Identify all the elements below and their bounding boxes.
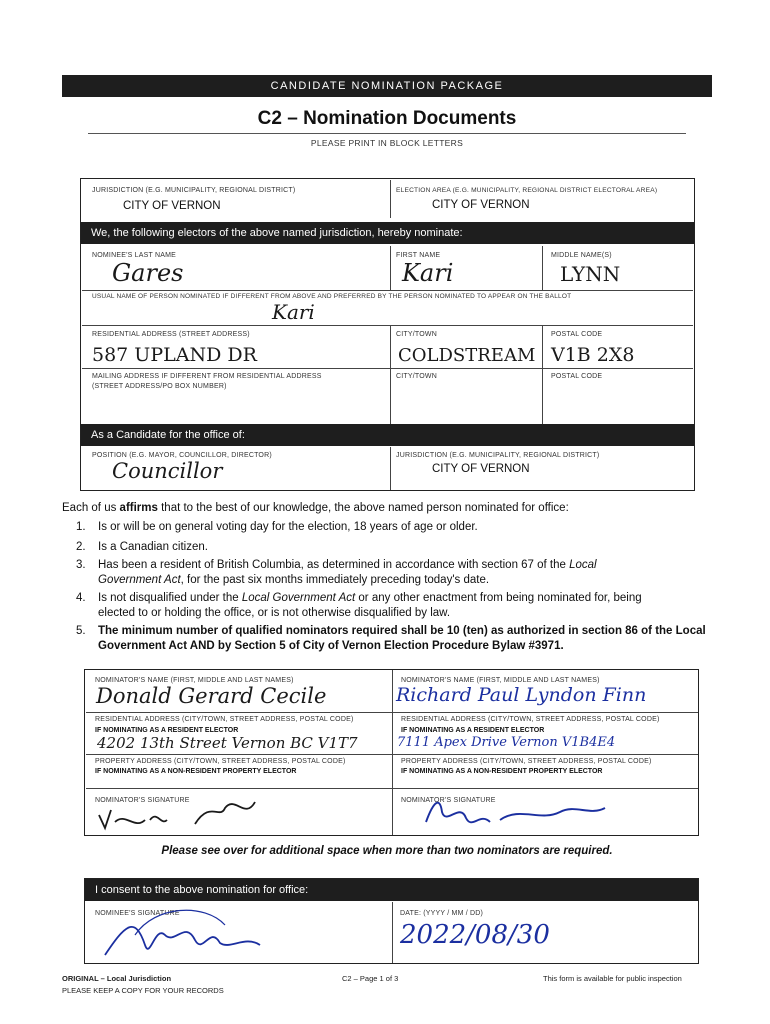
item-number: 3. — [76, 559, 86, 571]
affirmation-item — [76, 591, 716, 621]
affirmation-intro-bold: affirms — [119, 502, 158, 514]
row-rule — [82, 368, 693, 369]
middle-name-field[interactable]: LYNN — [560, 262, 621, 286]
item-text: Is or will be on general voting day for the election, 18 years of age or older. — [98, 521, 478, 533]
election-area-label: ELECTION AREA (E.G. MUNICIPALITY, REGIONAL DISTRICT ELECTORAL AREA) — [396, 187, 658, 194]
item-text: The minimum number of qualified nominators required shall be 10 (ten) as authorized in section 86 of the Local — [98, 625, 706, 637]
nominator-prop-label: PROPERTY ADDRESS (CITY/TOWN, STREET ADDRESS, POSTAL CODE) — [401, 758, 652, 765]
package-label: CANDIDATE NOMINATION PACKAGE — [270, 80, 504, 92]
additional-nominators-note: Please see over for additional space when more than two nominators are required. — [161, 845, 613, 857]
nominator-sig-label: NOMINATOR'S SIGNATURE — [401, 797, 496, 804]
affirmation-intro-pre: Each of us — [62, 502, 120, 514]
city-label: CITY/TOWN — [396, 331, 437, 338]
item-text-italic: Local Government Act — [241, 592, 356, 604]
item-text-italic: Government Act — [98, 574, 181, 586]
nominator-prop-qualifier: IF NOMINATING AS A NON-RESIDENT PROPERTY ELECTOR — [95, 768, 297, 775]
item-text-italic: Local — [569, 559, 597, 571]
row-rule — [393, 712, 698, 713]
usual-name-field[interactable]: Kari — [272, 300, 315, 324]
divider — [542, 246, 543, 290]
mailing-postal-label: POSTAL CODE — [551, 373, 603, 380]
row-rule — [82, 290, 693, 291]
row-rule — [86, 712, 392, 713]
jurisdiction-field[interactable]: CITY OF VERNON — [123, 200, 221, 212]
affirmation-item — [76, 558, 716, 588]
footer-page-number: C2 – Page 1 of 3 — [342, 974, 399, 983]
affirmation-intro — [62, 501, 712, 516]
divider — [392, 670, 393, 835]
nominator-res-label: RESIDENTIAL ADDRESS (CITY/TOWN, STREET ADDRESS, POSTAL CODE) — [401, 716, 660, 723]
footer-original: ORIGINAL – Local Jurisdiction — [62, 974, 172, 983]
nominator-res-field[interactable]: 4202 13th Street Vernon BC V1T7 — [97, 734, 358, 752]
nominee-signature[interactable] — [95, 905, 295, 965]
item-text: Is not disqualified under the — [98, 592, 242, 604]
last-name-field[interactable]: Gares — [112, 259, 184, 287]
nominator-res-qualifier: IF NOMINATING AS A RESIDENT ELECTOR — [401, 727, 545, 734]
item-text: Government Act AND by Section 5 of City of Vernon Election Procedure Bylaw #3971. — [98, 640, 564, 652]
page-title: C2 – Nomination Documents — [257, 108, 517, 129]
city-field[interactable]: COLDSTREAM — [398, 345, 536, 366]
item-text: , for the past six months immediately preceding today's date. — [180, 574, 490, 586]
nominator-sig-label: NOMINATOR'S SIGNATURE — [95, 797, 190, 804]
affirmation-item — [76, 520, 716, 535]
consent-date-label: DATE: (YYYY / MM / DD) — [400, 910, 484, 917]
row-rule — [393, 754, 698, 755]
divider — [390, 447, 391, 490]
package-label-bar — [62, 75, 712, 97]
res-address-field[interactable]: 587 UPLAND DR — [92, 344, 257, 366]
mailing-city-label: CITY/TOWN — [396, 373, 437, 380]
row-rule — [86, 788, 392, 789]
item-text: or any other enactment from being nominated for, being — [355, 592, 642, 604]
election-area-field[interactable]: CITY OF VERNON — [432, 199, 530, 211]
nominator-name-field[interactable]: Donald Gerard Cecile — [96, 684, 327, 708]
nominator-res-label: RESIDENTIAL ADDRESS (CITY/TOWN, STREET ADDRESS, POSTAL CODE) — [95, 716, 354, 723]
consent-date-field[interactable]: 2022/08/30 — [400, 920, 550, 950]
middle-name-label: MIDDLE NAME(S) — [551, 252, 612, 259]
usual-name-label: USUAL NAME OF PERSON NOMINATED IF DIFFERENT FROM ABOVE AND PREFERRED BY THE PERSON NOMINATED TO APPEAR ON THE BALLOT — [92, 293, 572, 300]
consent-band: I consent to the above nomination for office: — [85, 879, 698, 901]
page-subtitle: PLEASE PRINT IN BLOCK LETTERS — [310, 138, 464, 148]
nominator-signature[interactable] — [420, 792, 620, 834]
item-number: 1. — [76, 521, 86, 533]
nominator-signature[interactable] — [95, 790, 275, 835]
item-text: elected to or holding the office, or is not otherwise disqualified by law. — [98, 607, 451, 619]
nominator-name-label: NOMINATOR'S NAME (FIRST, MIDDLE AND LAST NAMES) — [401, 677, 600, 684]
position-field[interactable]: Councillor — [112, 459, 223, 483]
footer-public-inspection: This form is available for public inspection — [543, 974, 682, 983]
office-jurisdiction-label: JURISDICTION (E.G. MUNICIPALITY, REGIONAL DISTRICT) — [396, 452, 600, 459]
affirmation-item — [76, 624, 716, 654]
affirmation-item — [76, 540, 716, 555]
divider — [390, 180, 391, 218]
position-label: POSITION (E.G. MAYOR, COUNCILLOR, DIRECTOR) — [92, 452, 272, 459]
first-name-label: FIRST NAME — [396, 252, 441, 259]
title-rule — [88, 133, 686, 134]
divider — [542, 326, 543, 432]
nominator-prop-qualifier: IF NOMINATING AS A NON-RESIDENT PROPERTY ELECTOR — [401, 768, 603, 775]
item-text: Is a Canadian citizen. — [98, 541, 208, 553]
divider — [390, 246, 391, 290]
postal-field[interactable]: V1B 2X8 — [551, 344, 635, 366]
item-number: 5. — [76, 625, 86, 637]
office-jurisdiction-field[interactable]: CITY OF VERNON — [432, 463, 530, 475]
nominate-band: We, the following electors of the above named jurisdiction, hereby nominate: — [81, 222, 694, 244]
nominee-sig-label: NOMINEE'S SIGNATURE — [95, 910, 180, 917]
nominator-name-label: NOMINATOR'S NAME (FIRST, MIDDLE AND LAST NAMES) — [95, 677, 294, 684]
postal-label: POSTAL CODE — [551, 331, 603, 338]
nominator-prop-label: PROPERTY ADDRESS (CITY/TOWN, STREET ADDRESS, POSTAL CODE) — [95, 758, 346, 765]
divider — [390, 326, 391, 432]
row-rule — [86, 754, 392, 755]
item-number: 4. — [76, 592, 86, 604]
row-rule — [82, 325, 693, 326]
jurisdiction-label: JURISDICTION (E.G. MUNICIPALITY, REGIONAL DISTRICT) — [92, 187, 296, 194]
res-address-label: RESIDENTIAL ADDRESS (STREET ADDRESS) — [92, 331, 250, 338]
affirmation-intro-post: that to the best of our knowledge, the above named person nominated for office: — [157, 502, 569, 514]
item-text: Has been a resident of British Columbia, as determined in accordance with section 67 of the — [98, 559, 570, 571]
nominator-res-field[interactable]: 7111 Apex Drive Vernon V1B4E4 — [397, 735, 616, 750]
nominator-res-qualifier: IF NOMINATING AS A RESIDENT ELECTOR — [95, 727, 239, 734]
row-rule — [393, 788, 698, 789]
nominator-name-field[interactable]: Richard Paul Lyndon Finn — [396, 684, 647, 706]
office-band: As a Candidate for the office of: — [81, 424, 694, 446]
mailing-label-line1: MAILING ADDRESS IF DIFFERENT FROM RESIDENTIAL ADDRESS — [92, 373, 322, 380]
mailing-label-line2: (STREET ADDRESS/PO BOX NUMBER) — [92, 383, 227, 390]
divider — [392, 902, 393, 963]
first-name-field[interactable]: Kari — [402, 259, 454, 287]
footer-keep-copy: PLEASE KEEP A COPY FOR YOUR RECORDS — [62, 986, 224, 995]
item-number: 2. — [76, 541, 86, 553]
last-name-label: NOMINEE'S LAST NAME — [92, 252, 176, 259]
